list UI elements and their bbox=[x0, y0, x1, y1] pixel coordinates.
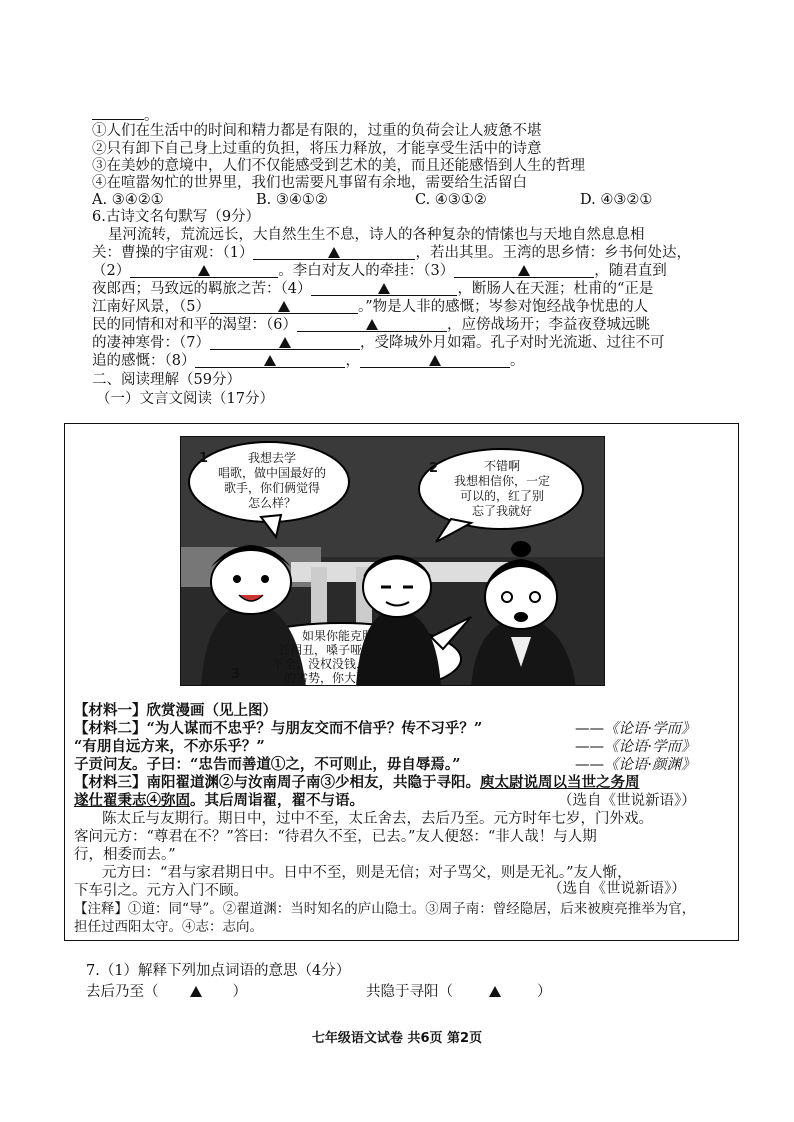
bubble-line: 的劣势，你大可一试 bbox=[283, 671, 392, 685]
q6-line-8 bbox=[92, 352, 524, 370]
material-text: 【材料三】南阳翟道渊②与汝南周子南③少相友，共隐于寻阳。 bbox=[74, 774, 480, 791]
q6-text: ，若出其里。王湾的思乡情：乡书何处达， bbox=[415, 245, 691, 261]
material-3-line-2 bbox=[74, 792, 364, 810]
q7-item-1 bbox=[86, 983, 247, 1001]
triangle-icon bbox=[378, 283, 390, 294]
q6-line-1: 星河流转，荒流远长，大自然生生不息，诗人的各种复杂的情愫也与天地自然息息相 bbox=[108, 227, 645, 243]
material-1: 【材料一】欣赏漫画（见上图） bbox=[74, 702, 277, 719]
section-2-title: 二、阅读理解（59分） bbox=[92, 372, 241, 388]
material-3-line-1 bbox=[74, 774, 640, 792]
notes-line-1: 【注释】①道：同“导”。②翟道渊：当时知名的庐山隐士。③周子南：曾经隐居，后来被庾亮推举为官， bbox=[74, 901, 696, 917]
blank-7[interactable] bbox=[210, 334, 360, 350]
triangle-icon bbox=[366, 319, 378, 330]
material-3-source-1: （选自《世说新语》） bbox=[558, 793, 696, 809]
bubble-line: 我想相信你，一定 bbox=[453, 474, 550, 488]
q6-text: 的凄神寒骨：（7） bbox=[92, 335, 210, 351]
blank-1[interactable] bbox=[253, 244, 415, 260]
choice-a[interactable]: A. ③④②① bbox=[92, 192, 164, 208]
option-1: ①人们在生活中的时间和精力都是有限的，过重的负荷会让人疲惫不堪 bbox=[92, 123, 542, 139]
q6-line-4 bbox=[92, 280, 653, 298]
blank-6[interactable] bbox=[297, 316, 447, 332]
q6-text: （2） bbox=[92, 263, 131, 279]
bubble-1-text bbox=[217, 451, 327, 511]
bubble-2-text bbox=[443, 459, 561, 519]
q6-text: 追的感慨：（8） bbox=[92, 353, 196, 369]
material-2-source-1: ——《论语·学而》 bbox=[575, 721, 696, 737]
story-line-4: 元方曰：“君与家君期日中。日中不至，则是无信；对子骂父，则是无礼。”友人惭， bbox=[102, 865, 632, 881]
blank-2[interactable] bbox=[130, 262, 278, 278]
material-2-line-1: 【材料二】“为人谋而不忠乎？与朋友交而不信乎？传不习乎？” bbox=[74, 720, 483, 737]
option-2: ②只有卸下自己身上过重的负担，将压力释放，才能享受生活中的诗意 bbox=[92, 141, 542, 157]
bubble-3-number: 3 bbox=[231, 667, 241, 682]
q6-line-7 bbox=[92, 334, 664, 352]
triangle-icon bbox=[328, 247, 340, 258]
option-4: ④在喧嚣匆忙的世界里，我们也需要凡事留有余地，需要给生活留白 bbox=[92, 175, 527, 191]
material-2-line-3: 子贡问友。子曰：“忠告而善道①之，不可则止，毋自辱焉。” bbox=[74, 756, 461, 773]
bubble-line: 不错啊 bbox=[483, 459, 520, 473]
story-line-3: 行，相委而去。” bbox=[74, 847, 176, 863]
blank-8b[interactable] bbox=[360, 352, 510, 368]
q6-text: ，受降城外月如霜。孔子对时光流逝、过往不可 bbox=[359, 335, 665, 351]
story-line-2: 客问元方：“尊君在不？”答曰：“待君久不至，已去。”友人便怒：“非人哉！与人期 bbox=[74, 829, 597, 845]
triangle-icon bbox=[264, 355, 276, 366]
triangle-icon bbox=[278, 301, 290, 312]
material-text: 。其后周诣翟，翟不与语。 bbox=[190, 792, 364, 809]
blank-8a[interactable] bbox=[195, 352, 345, 368]
bubble-2-number: 2 bbox=[429, 461, 439, 476]
bubble-line: 我想去学 bbox=[247, 451, 296, 465]
story-line-1: 陈太丘与友期行。期日中，过中不至，太丘舍去，去后乃至。元方时年七岁，门外戏。 bbox=[102, 811, 653, 827]
q6-text: ，断肠人在天涯；杜甫的“正是 bbox=[457, 281, 654, 297]
q6-text: 。”物是人非的感慨；岑参对饱经战争忧患的人 bbox=[357, 299, 649, 315]
q6-text: 。李白对友人的牵挂：（3） bbox=[278, 263, 455, 279]
underlined-sentence: 庾太尉说周以当世之务周 bbox=[480, 774, 640, 791]
q6-line-3 bbox=[92, 262, 667, 280]
bubble-3-text bbox=[243, 629, 433, 685]
q6-line-6 bbox=[92, 316, 650, 334]
blank-5[interactable] bbox=[210, 298, 358, 314]
page-footer: 七年级语文试卷 共6页 第2页 bbox=[311, 1031, 483, 1046]
q6-text: ， bbox=[345, 353, 360, 369]
q6-text: 关：曹操的宇宙观：（1） bbox=[92, 245, 254, 261]
q6-text: 夜郎西；马致远的羁旅之苦：（4） bbox=[92, 281, 312, 297]
bubble-line: 不全，没权没钱，没地位 bbox=[271, 657, 404, 671]
q7-item-text: ） bbox=[232, 984, 247, 1000]
q7-item-text: 去后乃至（ bbox=[86, 984, 159, 1000]
q6-text: ，应傍战场开；李益夜登城远眺 bbox=[446, 317, 650, 333]
bubble-line: 可以的，红了别 bbox=[459, 489, 544, 503]
choice-d[interactable]: D. ④③②① bbox=[580, 192, 653, 208]
triangle-icon bbox=[489, 986, 501, 997]
option-3: ③在美妙的意境中，人们不仅能感受到艺术的美，而且还能感悟到人生的哲理 bbox=[92, 158, 585, 174]
q6-line-2 bbox=[92, 244, 691, 262]
q7-item-text: ） bbox=[537, 984, 552, 1000]
triangle-icon bbox=[429, 355, 441, 366]
q7-item-2 bbox=[366, 983, 552, 1001]
lead-period: 。 bbox=[144, 108, 159, 124]
comic-illustration bbox=[180, 436, 605, 686]
bubble-line: 怎么样？ bbox=[247, 496, 296, 510]
triangle-icon bbox=[279, 337, 291, 348]
blank-4[interactable] bbox=[311, 280, 457, 296]
bubble-line: 忘了我就好 bbox=[471, 504, 532, 518]
choice-b[interactable]: B. ③④①② bbox=[256, 192, 328, 208]
q6-text: ，随君直到 bbox=[594, 263, 667, 279]
q6-title: 6.古诗文名句默写（9分） bbox=[92, 209, 261, 225]
blank-3[interactable] bbox=[454, 262, 594, 278]
material-2-line-2: “有朋自远方来，不亦乐乎？” bbox=[74, 738, 265, 755]
bubble-line: 如果你能克服 bbox=[301, 629, 374, 643]
material-3-source-2: （选自《世说新语》） bbox=[548, 881, 686, 897]
underlined-sentence: 遂仕翟秉志④弥固 bbox=[74, 792, 190, 809]
answer-slot-1[interactable] bbox=[159, 983, 233, 1001]
q6-text: 民的同情和对和平的渴望：（6） bbox=[92, 317, 297, 333]
q6-text: 。 bbox=[509, 353, 525, 369]
bubble-1-number: 1 bbox=[199, 451, 209, 466]
answer-blank[interactable] bbox=[92, 104, 144, 120]
q6-line-5 bbox=[92, 298, 648, 316]
bubble-line: 长相丑，嗓子哑，五音 bbox=[277, 643, 398, 657]
material-2-source-2: ——《论语·学而》 bbox=[575, 739, 696, 755]
answer-slot-2[interactable] bbox=[453, 983, 537, 1001]
material-2-source-3: ——《论语·颜渊》 bbox=[575, 757, 696, 773]
q6-text: 江南好风景，（5） bbox=[92, 299, 210, 315]
bubble-line: 歌手，你们俩觉得 bbox=[223, 481, 320, 495]
story-line-5: 下车引之。元方入门不顾。 bbox=[74, 883, 248, 899]
notes-line-2: 担任过西阳太守。④志：志向。 bbox=[74, 919, 263, 935]
triangle-icon bbox=[198, 265, 210, 276]
q7-item-text: 共隐于寻阳（ bbox=[366, 984, 453, 1000]
q7-title: 7.（1）解释下列加点词语的意思（4分） bbox=[86, 963, 351, 979]
bubble-line: 唱歌，做中国最好的 bbox=[217, 466, 326, 480]
triangle-icon bbox=[190, 986, 202, 997]
choice-c[interactable]: C. ④③①② bbox=[415, 192, 487, 208]
triangle-icon bbox=[518, 265, 530, 276]
section-2-subtitle: （一）文言文阅读（17分） bbox=[96, 391, 274, 407]
